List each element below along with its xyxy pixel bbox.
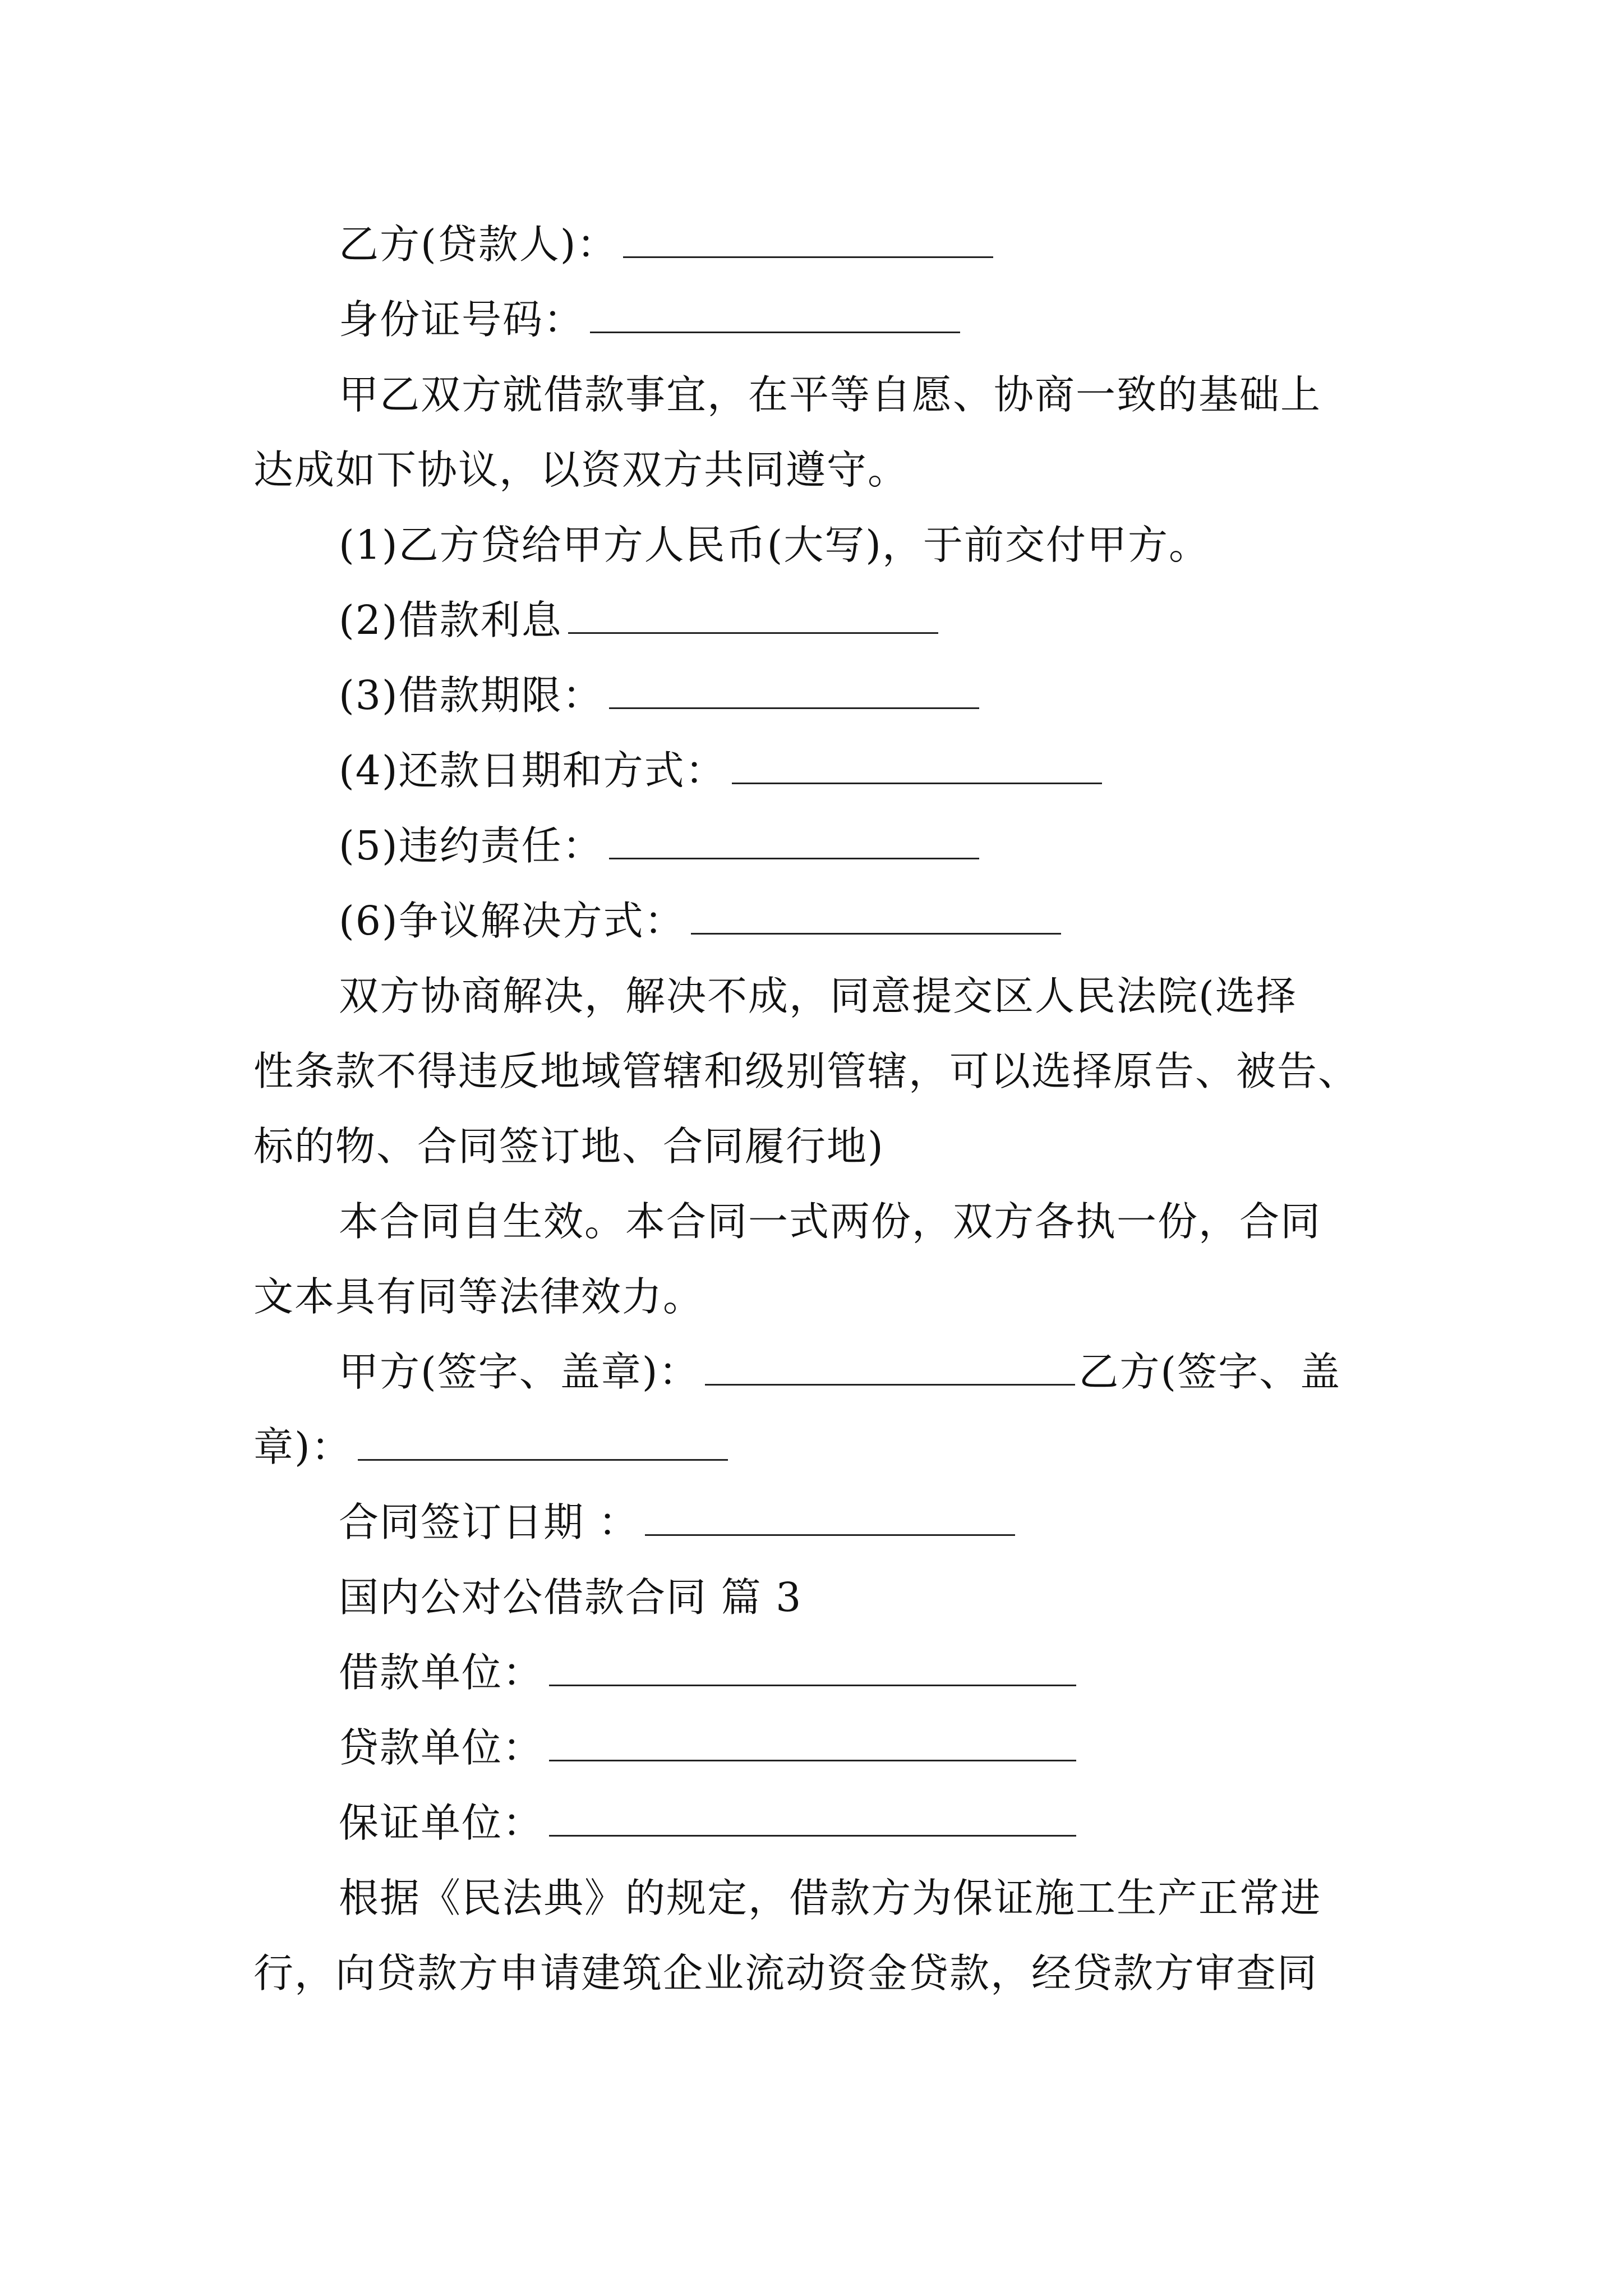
clause-5: [339, 819, 1381, 873]
clause-6-label: (6)争议解决方式：: [339, 898, 685, 944]
lender-unit-label: 贷款单位：: [339, 1724, 544, 1771]
lender-label: 乙方(贷款人)：: [339, 221, 618, 268]
signature-line-1: [339, 1345, 1381, 1399]
clause-3-label: (3)借款期限：: [339, 672, 603, 719]
guarantor-unit-label: 保证单位：: [339, 1800, 544, 1846]
clause-3: [339, 669, 1381, 723]
party-b-signature-label: 乙方(签字、盖: [1078, 1349, 1341, 1395]
section-heading: 国内公对公借款合同 篇 3: [339, 1574, 803, 1621]
clause-4: [339, 744, 1381, 798]
id-number-label: 身份证号码：: [339, 296, 585, 343]
lender-blank: [623, 234, 993, 258]
id-number-blank: [590, 309, 960, 333]
clause-4-label: (4)还款日期和方式：: [339, 747, 726, 794]
party-b-signature-blank: [358, 1437, 728, 1461]
clause-5-blank: [609, 835, 979, 859]
lender-line: [339, 218, 1381, 272]
signing-date-line: [339, 1496, 1381, 1549]
paragraph-2-line-3: 标的物、合同签订地、合同履行地): [253, 1123, 884, 1170]
borrower-unit-blank: [549, 1662, 1076, 1686]
id-number-line: [339, 293, 1381, 347]
borrower-unit-line: [339, 1646, 1381, 1700]
clause-4-blank: [732, 760, 1102, 784]
party-b-signature-label-end: 章)：: [253, 1424, 352, 1470]
guarantor-unit-blank: [549, 1812, 1076, 1837]
clause-6: [339, 894, 1381, 948]
paragraph-3-line-1: 本合同自生效。本合同一式两份，双方各执一份，合同: [339, 1198, 1322, 1245]
signing-date-label: 合同签订日期 ：: [339, 1499, 639, 1545]
guarantor-unit-line: [339, 1796, 1381, 1850]
clause-2-label: (2)借款利息: [339, 597, 562, 643]
lender-unit-blank: [549, 1737, 1076, 1761]
borrower-unit-label: 借款单位：: [339, 1649, 544, 1696]
clause-3-blank: [609, 685, 979, 709]
paragraph-3-line-2: 文本具有同等法律效力。: [253, 1273, 704, 1320]
paragraph-4-line-2: 行，向贷款方申请建筑企业流动资金贷款，经贷款方审查同: [253, 1950, 1318, 1996]
clause-5-label: (5)违约责任：: [339, 822, 603, 869]
clause-6-blank: [691, 910, 1061, 935]
signing-date-blank: [645, 1512, 1015, 1536]
clause-2-blank: [568, 610, 938, 634]
clause-2: [339, 593, 1381, 647]
signature-line-2: [253, 1420, 1381, 1474]
paragraph-1-line-2: 达成如下协议，以资双方共同遵守。: [253, 447, 909, 493]
lender-unit-line: [339, 1721, 1381, 1775]
party-a-signature-label: 甲方(签字、盖章)：: [339, 1349, 700, 1395]
paragraph-2-line-1: 双方协商解决，解决不成，同意提交区人民法院(选择: [339, 973, 1297, 1019]
party-a-signature-blank: [705, 1361, 1075, 1386]
paragraph-4-line-1: 根据《民法典》的规定，借款方为保证施工生产正常进: [339, 1875, 1322, 1921]
clause-1: (1)乙方贷给甲方人民币(大写)，于前交付甲方。: [339, 522, 1210, 568]
paragraph-1-line-1: 甲乙双方就借款事宜，在平等自愿、协商一致的基础上: [339, 371, 1322, 418]
paragraph-2-line-2: 性条款不得违反地域管辖和级别管辖，可以选择原告、被告、: [253, 1048, 1359, 1094]
